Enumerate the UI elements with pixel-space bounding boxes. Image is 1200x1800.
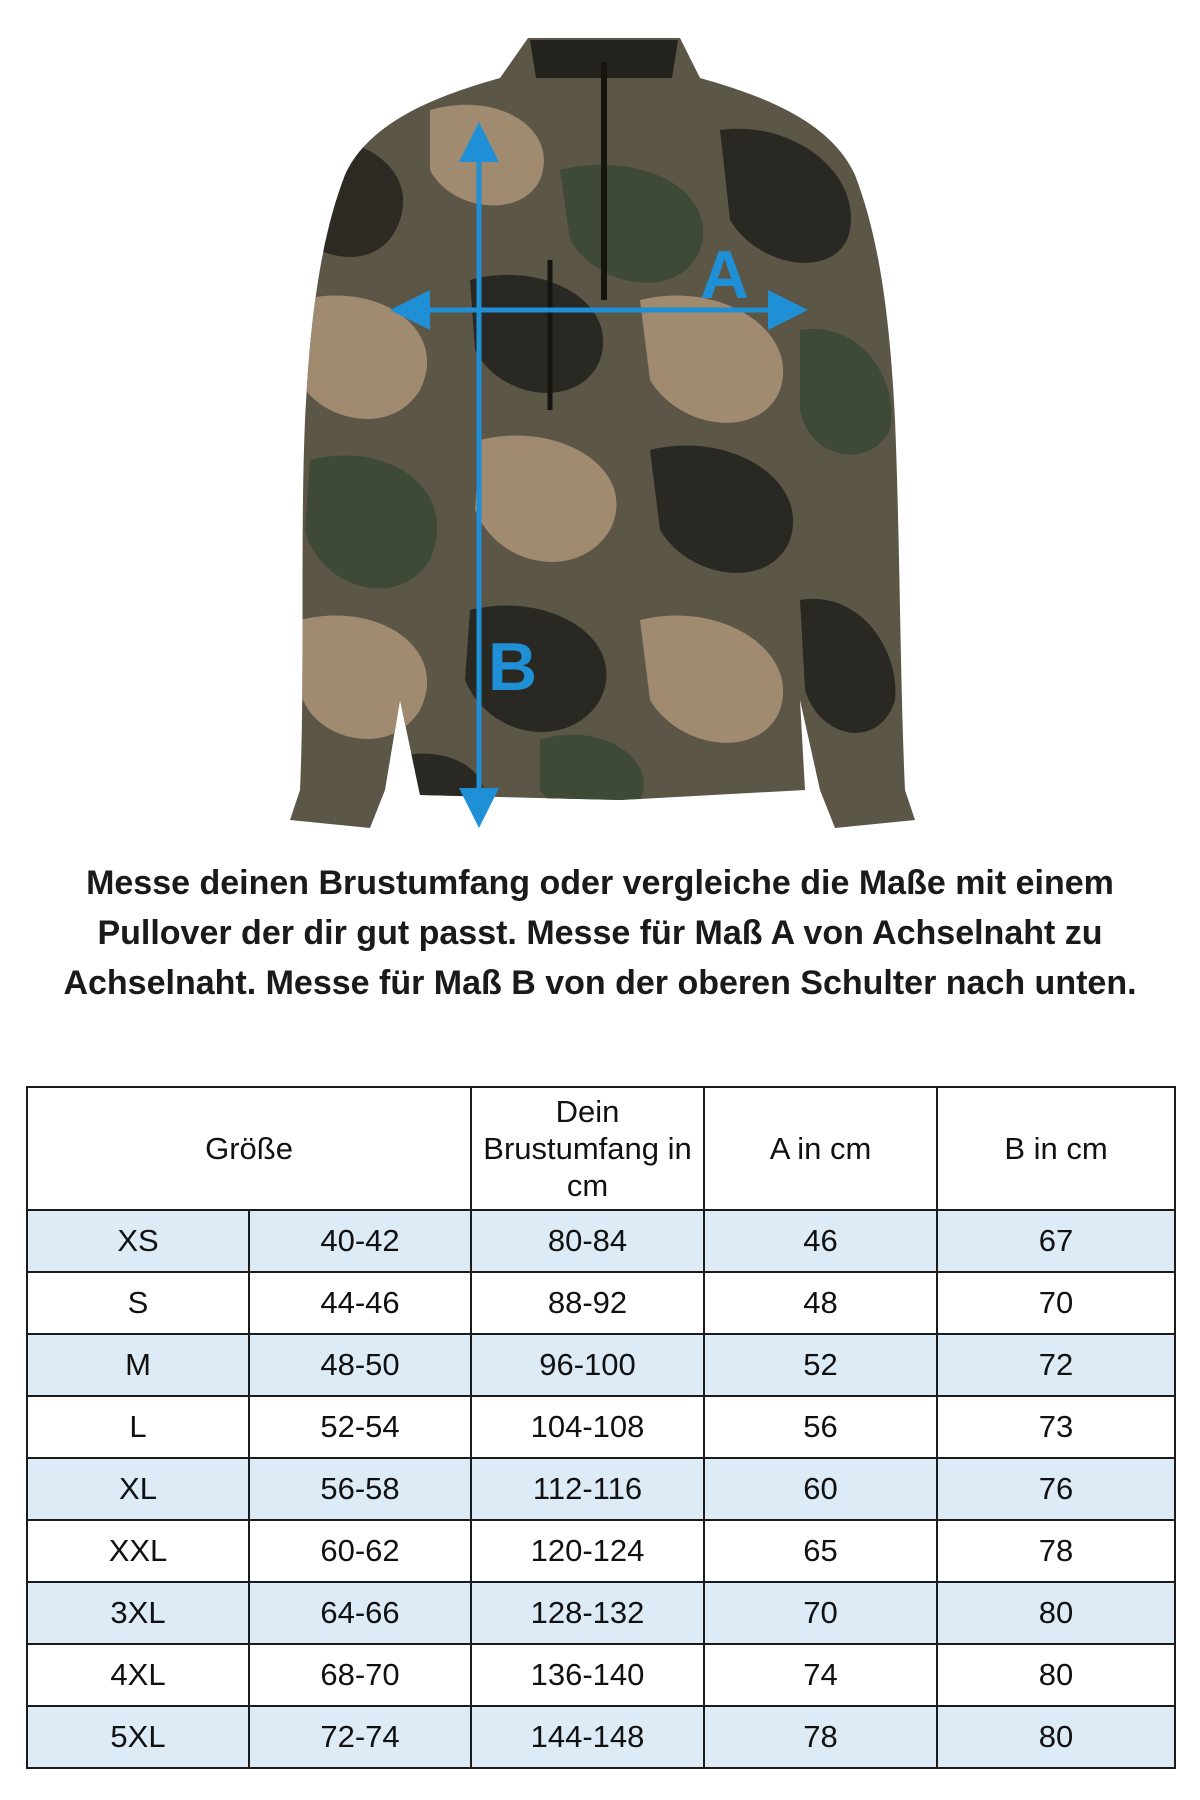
- size-chart-table: [26, 1086, 1176, 1769]
- cell-eu-size: 72-74: [249, 1706, 471, 1768]
- cell-size: 3XL: [27, 1582, 249, 1644]
- header-b: B in cm: [937, 1087, 1175, 1210]
- table-row: [27, 1272, 1175, 1334]
- cell-size: 4XL: [27, 1644, 249, 1706]
- header-chest: Dein Brustumfang in cm: [471, 1087, 704, 1210]
- cell-a: 60: [704, 1458, 937, 1520]
- cell-eu-size: 64-66: [249, 1582, 471, 1644]
- table-row: [27, 1334, 1175, 1396]
- cell-b: 70: [937, 1272, 1175, 1334]
- cell-size: XS: [27, 1210, 249, 1272]
- cell-a: 52: [704, 1334, 937, 1396]
- cell-eu-size: 44-46: [249, 1272, 471, 1334]
- pullover-measurement-diagram: [0, 0, 1200, 840]
- cell-eu-size: 60-62: [249, 1520, 471, 1582]
- cell-chest: 128-132: [471, 1582, 704, 1644]
- cell-eu-size: 68-70: [249, 1644, 471, 1706]
- cell-b: 80: [937, 1706, 1175, 1768]
- cell-a: 46: [704, 1210, 937, 1272]
- cell-b: 76: [937, 1458, 1175, 1520]
- cell-chest: 104-108: [471, 1396, 704, 1458]
- cell-eu-size: 40-42: [249, 1210, 471, 1272]
- header-size: Größe: [27, 1087, 471, 1210]
- table-row: [27, 1458, 1175, 1520]
- cell-a: 56: [704, 1396, 937, 1458]
- cell-size: XL: [27, 1458, 249, 1520]
- cell-a: 74: [704, 1644, 937, 1706]
- table-row: [27, 1520, 1175, 1582]
- table-body: [27, 1210, 1175, 1768]
- cell-eu-size: 48-50: [249, 1334, 471, 1396]
- pullover-image: [250, 30, 950, 840]
- label-b: B: [488, 629, 538, 705]
- cell-a: 65: [704, 1520, 937, 1582]
- cell-eu-size: 56-58: [249, 1458, 471, 1520]
- header-a: A in cm: [704, 1087, 937, 1210]
- cell-chest: 112-116: [471, 1458, 704, 1520]
- cell-b: 72: [937, 1334, 1175, 1396]
- table-row: [27, 1396, 1175, 1458]
- cell-b: 78: [937, 1520, 1175, 1582]
- table-header-row: [27, 1087, 1175, 1210]
- cell-chest: 80-84: [471, 1210, 704, 1272]
- cell-b: 67: [937, 1210, 1175, 1272]
- cell-b: 73: [937, 1396, 1175, 1458]
- label-a: A: [700, 237, 750, 313]
- table-row: [27, 1582, 1175, 1644]
- cell-chest: 144-148: [471, 1706, 704, 1768]
- cell-chest: 120-124: [471, 1520, 704, 1582]
- cell-b: 80: [937, 1582, 1175, 1644]
- cell-size: M: [27, 1334, 249, 1396]
- cell-a: 48: [704, 1272, 937, 1334]
- cell-chest: 88-92: [471, 1272, 704, 1334]
- cell-b: 80: [937, 1644, 1175, 1706]
- cell-size: L: [27, 1396, 249, 1458]
- cell-chest: 136-140: [471, 1644, 704, 1706]
- measurement-instructions: Messe deinen Brustumfang oder vergleiche die Maße mit einem Pullover der dir gut passt. Messe für Maß A von Achselnaht zu Achselnaht. Messe für Maß B von der oberen Schulter nach unten.: [63, 864, 1137, 1002]
- cell-size: 5XL: [27, 1706, 249, 1768]
- table-row: [27, 1644, 1175, 1706]
- cell-a: 70: [704, 1582, 937, 1644]
- cell-eu-size: 52-54: [249, 1396, 471, 1458]
- cell-a: 78: [704, 1706, 937, 1768]
- cell-chest: 96-100: [471, 1334, 704, 1396]
- cell-size: XXL: [27, 1520, 249, 1582]
- table-row: [27, 1210, 1175, 1272]
- cell-size: S: [27, 1272, 249, 1334]
- table-row: [27, 1706, 1175, 1768]
